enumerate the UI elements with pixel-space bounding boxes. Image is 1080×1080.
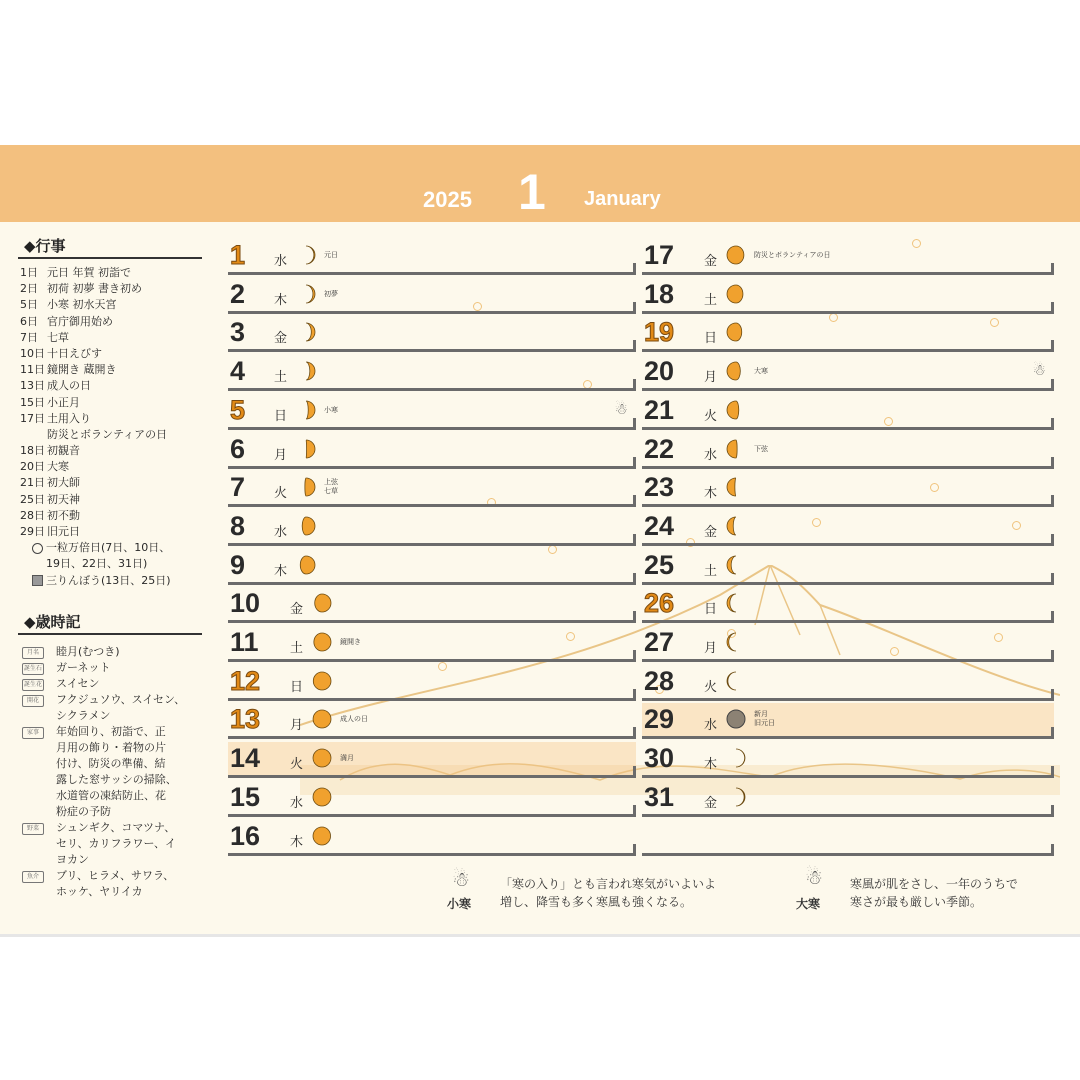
weekday-label: 金 [274,331,288,347]
moon-phase-icon [726,593,746,613]
event-row [20,475,210,491]
weekday-label: 水 [274,524,288,540]
seasonal-text: シュンギク、コマツナ、 セリ、カリフラワー、イ ヨカン [56,821,177,866]
row-divider-end [633,302,636,314]
day-number: 17 [644,240,675,270]
moon-phase-icon [726,555,746,575]
day-row [228,431,636,469]
row-divider-end [633,457,636,469]
day-note: 小寒 [324,405,338,414]
event-text: 官庁御用始め [47,314,113,328]
calendar-page [0,145,1080,935]
moon-phase-icon [312,593,332,613]
day-number: 21 [644,394,675,425]
row-divider-end [1051,302,1054,314]
day-number: 12 [230,665,261,696]
moon-phase-icon [726,671,746,691]
day-row [642,818,1054,856]
event-day: 1日 [20,266,38,279]
event-row [20,297,210,313]
day-row [642,779,1054,817]
row-divider [228,543,636,546]
snowman-icon: ☃ [1032,361,1046,380]
footer-label-daikan: 大寒 [796,897,821,911]
row-divider [642,427,1054,430]
day-row [642,431,1054,469]
event-text: 初大師 [47,476,80,490]
row-divider [642,620,1054,623]
event-row [20,411,210,427]
event-text: 小正月 [47,395,80,409]
event-day: 6日 [20,314,38,328]
moon-phase-icon [726,322,746,342]
row-divider-end [1051,379,1054,391]
events-rule [18,257,202,259]
row-divider-end [1051,766,1054,778]
day-row [228,585,636,623]
day-note: 元日 [324,251,338,259]
row-divider-end [633,573,636,585]
day-row [642,624,1054,662]
day-number: 27 [644,627,675,657]
event-text: 初不動 [47,508,80,522]
moon-phase-icon [296,477,316,497]
legend-row [20,556,210,572]
seasonal-tag: 魚介 [22,871,44,883]
day-number: 25 [644,549,675,580]
row-divider-end [633,766,636,778]
moon-phase-icon [312,787,332,807]
row-divider [642,698,1054,701]
day-note: 初夢 [324,289,338,298]
row-divider-end [1051,650,1054,662]
row-divider [228,349,636,352]
seasonal-tag: 月名 [22,647,44,659]
event-day: 21日 [20,476,45,490]
day-row [642,353,1054,391]
seasonal-row [20,724,210,820]
event-day: 2日 [20,282,38,296]
day-number: 10 [230,588,261,619]
day-number: 20 [644,356,675,387]
weekday-label: 水 [274,254,288,269]
row-divider [228,311,636,314]
day-number: 7 [230,472,246,503]
day-note: 下弦 [754,444,768,453]
row-divider [642,659,1054,662]
day-row [642,469,1054,507]
seasonal-row [20,660,210,676]
moon-phase-icon [726,439,746,459]
legend-row [20,540,210,556]
row-divider [228,504,636,507]
footer-label-shokan: 小寒 [447,897,472,911]
event-row [20,330,210,346]
row-divider-end [1051,340,1054,352]
event-day: 29日 [20,525,45,538]
event-row [20,524,210,540]
day-row [642,663,1054,701]
moon-phase-icon [726,632,746,652]
legend-text: 一粒万倍日(7日、10日、 [46,541,171,555]
event-text: 初天神 [47,492,80,506]
weekday-label: 木 [290,834,304,850]
event-row [20,492,210,508]
seasonal-tag: 誕生花 [22,679,44,691]
moon-phase-icon [296,284,316,304]
moon-phase-icon [726,516,746,536]
row-divider-end [633,418,636,430]
footer-text-daikan: 寒風が肌をさし、一年のうちで 寒さが最も厳しい季節。 [850,877,1018,909]
day-number: 9 [230,549,246,580]
moon-phase-icon [312,826,332,846]
day-number: 2 [230,278,246,309]
row-divider [642,814,1054,817]
moon-phase-icon [312,671,332,691]
legend-text: 三りんぼう(13日、25日) [46,573,171,587]
event-row [20,508,210,524]
row-divider-end [633,534,636,546]
row-divider [642,349,1054,352]
day-row [228,701,636,739]
snowman-icon: ☃ [805,865,823,889]
row-divider-end [1051,457,1054,469]
moon-phase-icon [296,516,316,536]
day-number: 13 [230,704,261,735]
day-number: 4 [230,356,246,387]
day-number: 23 [644,472,675,503]
day-row [228,547,636,585]
weekday-label: 火 [290,757,304,773]
new-moon-icon [726,709,746,729]
day-row [228,276,636,314]
event-row [20,443,210,459]
page-bottom-edge [0,934,1080,937]
event-day: 13日 [20,379,45,393]
event-row [20,314,210,330]
event-row [20,395,210,411]
row-divider [228,582,636,585]
weekday-label: 水 [290,795,304,811]
row-divider [642,272,1054,275]
row-divider-end [1051,805,1054,817]
day-number: 24 [644,510,675,541]
day-row [642,508,1054,546]
seasonal-row [20,868,210,900]
event-day: 10日 [20,346,45,360]
footer-text-shokan: 「寒の入り」とも言われ寒気がいよいよ 増し、降雪も多く寒風も強くなる。 [500,877,717,909]
row-divider [228,659,636,662]
row-divider [228,736,636,739]
seasonal-title: ◆歳時記 [24,613,81,631]
event-row [20,378,210,394]
day-number: 14 [230,743,261,774]
row-divider [642,775,1054,778]
day-row [228,740,636,778]
event-day: 28日 [20,508,45,522]
row-divider-end [1051,611,1054,623]
day-row [228,624,636,662]
row-divider [228,388,636,391]
weekday-label: 金 [704,254,718,269]
weekday-label: 月 [274,447,288,463]
weekday-label: 金 [290,602,304,618]
row-divider-end [633,727,636,739]
day-number: 3 [230,317,246,348]
day-row [228,508,636,546]
row-divider-end [1051,844,1054,856]
day-number: 26 [644,588,675,619]
event-day: 15日 [20,395,45,409]
event-text: 初観音 [47,444,80,458]
moon-phase-icon [296,322,316,342]
header-month-name: January [584,188,661,210]
seasonal-list [20,644,210,900]
weekday-label: 木 [274,292,288,308]
row-divider-end [633,805,636,817]
moon-phase-icon [726,245,746,265]
row-divider [642,853,1054,856]
day-row [228,469,636,507]
day-number: 28 [644,665,675,696]
day-row [642,237,1054,275]
moon-phase-icon [726,787,746,807]
day-row [642,547,1054,585]
weekday-label: 土 [704,292,718,308]
row-divider-end [1051,534,1054,546]
row-divider [228,853,636,856]
snowman-icon: ☃ [614,399,628,418]
event-row [20,459,210,475]
row-divider [642,388,1054,391]
event-row [20,427,210,443]
seasonal-tag: 野菜 [22,823,44,835]
weekday-label: 木 [704,757,718,773]
day-row [228,818,636,856]
legend-text: 19日、22日、31日) [46,557,148,571]
day-number: 6 [230,433,246,464]
day-number: 29 [644,704,675,735]
day-number: 18 [644,278,675,309]
seasonal-tag: 開花 [22,695,44,707]
event-text: 成人の日 [47,379,91,393]
row-divider [642,736,1054,739]
day-number: 16 [230,820,261,851]
row-divider-end [1051,418,1054,430]
day-row [228,353,636,391]
row-divider [642,466,1054,469]
circle-legend-icon [28,540,46,556]
day-row [228,779,636,817]
day-note: 満月 [340,754,354,763]
row-divider [642,504,1054,507]
weekday-label: 水 [704,718,718,734]
seasonal-text: 睦月(むつき) [56,645,120,658]
day-note: 上弦 七草 [324,478,338,496]
day-row [642,392,1054,430]
row-divider-end [633,689,636,701]
event-text: 元日 年賀 初詣で [47,266,131,279]
moon-phase-icon [296,439,316,459]
row-divider [228,427,636,430]
seasonal-rule [18,633,202,635]
moon-phase-icon [296,361,316,381]
weekday-label: 日 [290,679,304,695]
event-day: 5日 [20,298,38,312]
month-header [0,145,1080,222]
day-number: 19 [644,317,675,348]
header-year: 2025 [423,187,472,212]
event-text: 大寒 [47,460,69,474]
weekday-label: 日 [704,331,718,347]
seasonal-tag: 誕生石 [22,663,44,675]
weekday-label: 火 [704,408,718,424]
moon-phase-icon [296,555,316,575]
moon-phase-icon [312,632,332,652]
weekday-label: 金 [704,795,718,811]
event-text: 土用入り [47,411,91,425]
row-divider-end [1051,727,1054,739]
moon-phase-icon [296,400,316,420]
moon-phase-icon [726,477,746,497]
day-row [642,740,1054,778]
row-divider-end [1051,495,1054,507]
events-list [20,265,210,589]
seasonal-row [20,692,210,724]
weekday-label: 日 [704,602,718,618]
row-divider-end [633,611,636,623]
event-row [20,281,210,297]
event-text: 十日えびす [47,346,102,360]
events-title: ◆行事 [24,237,66,255]
weekday-label: 金 [704,524,718,540]
moon-phase-icon [726,748,746,768]
day-row [642,585,1054,623]
event-text: 七草 [47,330,69,344]
day-number: 15 [230,781,261,812]
day-note: 大寒 [754,367,768,376]
square-legend-icon [28,573,46,589]
day-row [228,663,636,701]
weekday-label: 木 [704,486,718,502]
row-divider [228,620,636,623]
seasonal-row [20,644,210,660]
moon-phase-icon [312,748,332,768]
day-number: 5 [230,394,246,425]
legend-row [20,573,210,589]
row-divider-end [633,340,636,352]
moon-phase-icon [312,709,332,729]
moon-phase-icon [726,400,746,420]
event-day: 17日 [20,411,45,425]
row-divider-end [1051,573,1054,585]
row-divider [228,814,636,817]
weekday-label: 土 [290,641,304,656]
moon-phase-icon [726,284,746,304]
row-divider [228,466,636,469]
weekday-label: 月 [704,370,718,386]
day-note: 防災とボランティアの日 [754,251,831,259]
snowman-icon: ☃ [452,867,470,891]
day-row [228,314,636,352]
seasonal-tag: 家事 [22,727,44,739]
day-row [228,392,636,430]
row-divider [228,775,636,778]
row-divider-end [1051,263,1054,275]
seasonal-text: フクジュソウ、スイセン、 シクラメン [56,693,186,722]
moon-phase-icon [726,361,746,381]
event-text: 鏡開き 蔵開き [47,363,117,377]
event-day: 20日 [20,460,45,474]
day-row [642,276,1054,314]
day-note: 新月 旧元日 [754,710,775,728]
day-number: 11 [230,627,259,657]
weekday-label: 月 [704,641,718,656]
event-row [20,346,210,362]
day-note: 鏡開き [340,638,361,646]
row-divider [642,582,1054,585]
seasonal-row [20,820,210,868]
day-number: 30 [644,743,675,774]
day-number: 8 [230,510,246,541]
day-row [642,701,1054,739]
seasonal-row [20,676,210,692]
seasonal-text: ガーネット [56,661,111,674]
day-note: 成人の日 [340,715,368,724]
weekday-label: 水 [704,447,718,463]
weekday-label: 月 [290,718,304,734]
row-divider-end [633,650,636,662]
event-day: 25日 [20,492,45,506]
seasonal-text: スイセン [56,677,100,690]
event-text: 防災とボランティアの日 [47,427,168,441]
row-divider [228,698,636,701]
seasonal-text: 年始回り、初詣で、正 月用の飾り・着物の片 付け、防災の準備、結 露した窓サッシの掃除、 水道管の凍結防止、花 粉症の予防 [56,725,177,818]
header-month-number: 1 [518,164,546,220]
event-text: 初荷 初夢 書き初め [47,282,142,296]
event-text: 小寒 初水天宮 [47,298,117,312]
row-divider [228,272,636,275]
event-day: 11日 [20,363,45,377]
weekday-label: 火 [704,679,718,695]
day-number: 22 [644,433,675,464]
weekday-label: 日 [274,408,288,424]
event-day: 18日 [20,444,45,458]
day-row [642,314,1054,352]
weekday-label: 土 [704,563,718,579]
row-divider-end [633,495,636,507]
event-text: 旧元日 [47,525,80,538]
event-row [20,265,210,281]
seasonal-text: ブリ、ヒラメ、サワラ、 ホッケ、ヤリイカ [56,869,175,898]
row-divider [642,311,1054,314]
day-number: 31 [644,781,675,812]
row-divider [642,543,1054,546]
row-divider-end [1051,689,1054,701]
day-number: 1 [230,240,246,270]
row-divider-end [633,263,636,275]
event-day: 7日 [20,330,38,344]
event-row [20,362,210,378]
day-row [228,237,636,275]
row-divider-end [633,844,636,856]
weekday-label: 火 [274,486,288,502]
row-divider-end [633,379,636,391]
weekday-label: 木 [274,563,288,579]
moon-phase-icon [296,245,316,265]
weekday-label: 土 [274,370,288,386]
